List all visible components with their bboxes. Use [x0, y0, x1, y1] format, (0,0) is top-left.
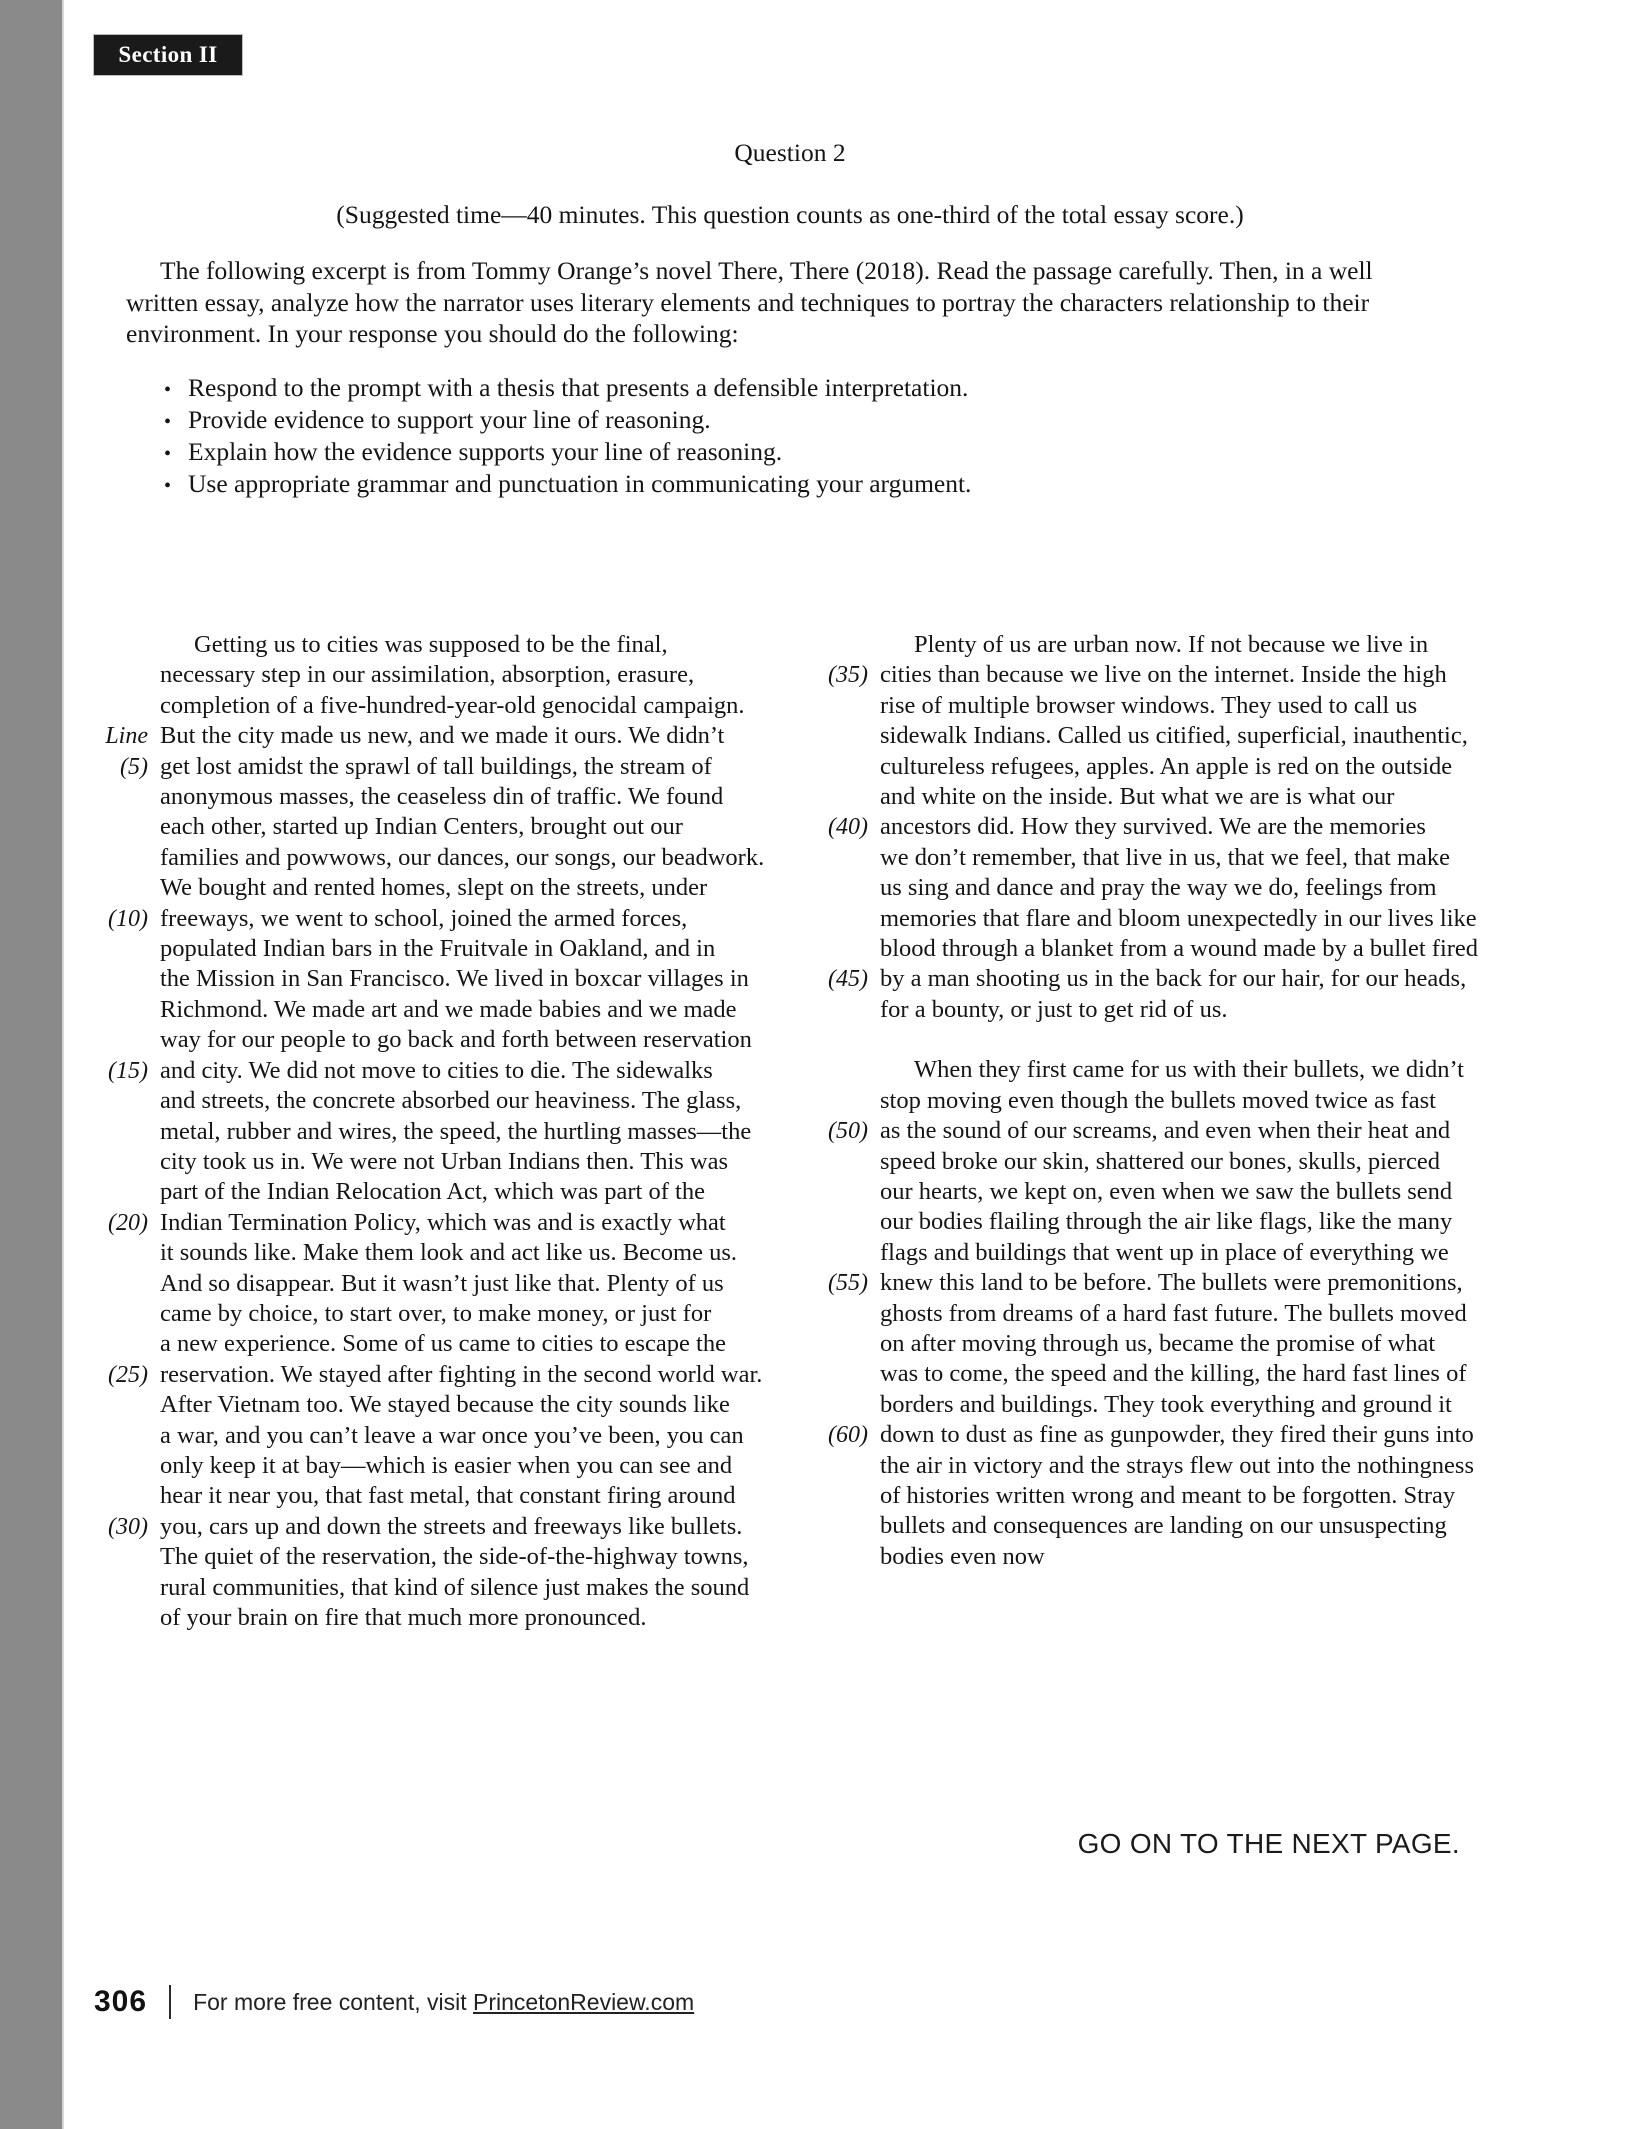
- passage-left-line: [64, 1269, 736, 1299]
- passage-line-text: necessary step in our assimilation, absorption, erasure,: [160, 661, 695, 689]
- passage-line-text: it sounds like. Make them look and act like us. Become us.: [160, 1239, 738, 1267]
- passage-left-line: [64, 1421, 744, 1451]
- footer-note-prefix: For more free content, visit: [193, 1988, 473, 2015]
- passage-left-line: [64, 721, 736, 751]
- passage-left-line: [64, 1056, 736, 1086]
- passage-right-line: [784, 1542, 1456, 1572]
- passage-line-number: (25): [108, 1361, 148, 1388]
- passage-line-text: and city. We did not move to cities to die. The sidewalks: [160, 1056, 713, 1084]
- passage-right-line: [784, 1268, 1463, 1298]
- requirement-bullet-2: [126, 405, 1444, 437]
- passage-right-line: [784, 843, 1456, 873]
- passage-line-text: memories that flare and bloom unexpectedly in our lives like: [880, 904, 1477, 932]
- passage-line-text: Indian Termination Policy, which was and is exactly what: [160, 1208, 726, 1236]
- passage-right-line: [784, 1299, 1467, 1329]
- passage-line-text: you, cars up and down the streets and freeways like bullets.: [160, 1512, 743, 1540]
- passage-right-line: [784, 964, 1467, 994]
- passage-line-text: rural communities, that kind of silence just makes the sound: [160, 1573, 750, 1601]
- passage-line-text: bodies even now: [880, 1542, 1045, 1570]
- passage-right-line: [784, 873, 1456, 903]
- requirement-bullet-label: Provide evidence to support your line of reasoning.: [188, 405, 711, 434]
- passage-right-line: [784, 1116, 1456, 1146]
- passage-right-line: [784, 1420, 1474, 1450]
- passage-line-text: way for our people to go back and forth between reservation: [160, 1026, 752, 1054]
- passage-left-line: [64, 1542, 749, 1572]
- passage-line-text: rise of multiple browser windows. They used to call us: [880, 691, 1418, 719]
- passage-right-line: [784, 1359, 1467, 1389]
- passage-column-right: [784, 630, 1479, 1633]
- passage-line-text: cities than because we live on the internet. Inside the high: [880, 661, 1447, 689]
- passage-line-text: When they first came for us with their bullets, we didn’t: [914, 1056, 1464, 1084]
- prompt-intro-text: The following excerpt is from Tommy Orange’s novel There, There (2018). Read the passage carefully. Then, in a well written essay, analyze how the narrator uses literary elements and techniques to portray the characters relationship to their environment. In your response you should do the following:: [126, 256, 1373, 348]
- footer-note: [193, 1989, 694, 2016]
- passage-line-text: of your brain on fire that much more pronounced.: [160, 1604, 647, 1631]
- passage-column-left: [64, 630, 765, 1633]
- bullet-dot-icon: •: [164, 379, 172, 401]
- passage-line-text: and streets, the concrete absorbed our heaviness. The glass,: [160, 1087, 742, 1115]
- passage-line-text: flags and buildings that went up in place of everything we: [880, 1238, 1449, 1266]
- passage-right-line: [784, 752, 1456, 782]
- passage-line-number: (40): [828, 814, 868, 841]
- passage-line-text: completion of a five-hundred-year-old genocidal campaign.: [160, 691, 745, 719]
- bullet-dot-icon: •: [164, 443, 172, 465]
- passage-line-text: us sing and dance and pray the way we do, feelings from: [880, 874, 1437, 902]
- requirements-bullet-list: [126, 373, 1444, 501]
- requirement-bullet-3: [126, 437, 1444, 469]
- passage-right-line: [784, 782, 1456, 812]
- passage-right-line: [784, 691, 1456, 721]
- passage-line-text: borders and buildings. They took everything and ground it: [880, 1390, 1452, 1418]
- passage-line-text: The quiet of the reservation, the side-of-the-highway towns,: [160, 1543, 749, 1571]
- passage-line-text: the Mission in San Francisco. We lived in boxcar villages in: [160, 965, 749, 993]
- bullet-dot-icon: •: [164, 475, 172, 497]
- passage-line-text: a war, and you can’t leave a war once you’ve been, you can: [160, 1421, 744, 1449]
- page-footer: [94, 1985, 694, 2019]
- passage-right-line: [784, 1147, 1456, 1177]
- passage-line-text: ghosts from dreams of a hard fast future. The bullets moved: [880, 1299, 1467, 1327]
- passage-line-text: Richmond. We made art and we made babies and we made: [160, 995, 737, 1023]
- section-badge: Section II: [94, 35, 242, 75]
- passage-line-text: part of the Indian Relocation Act, which was part of the: [160, 1178, 705, 1206]
- passage-line-text: sidewalk Indians. Called us citified, superficial, inauthentic,: [880, 722, 1468, 750]
- footer-link-princetonreview[interactable]: PrincetonReview.com: [473, 1988, 695, 2015]
- passage-left-line: [64, 873, 736, 903]
- passage-line-text: our bodies flailing through the air like flags, like the many: [880, 1208, 1453, 1236]
- go-on-next-page-notice: GO ON TO THE NEXT PAGE.: [1077, 1828, 1460, 1859]
- passage-right-line: [784, 1055, 1464, 1085]
- passage-line-number: (45): [828, 966, 868, 993]
- passage-line-text: ancestors did. How they survived. We are the memories: [880, 813, 1426, 841]
- passage-right-line: [784, 1390, 1456, 1420]
- passage-line-number: (20): [108, 1209, 148, 1236]
- passage-left-line: [64, 630, 736, 660]
- passage-line-number: (15): [108, 1057, 148, 1084]
- passage-left-line: [64, 1329, 736, 1359]
- passage-right-line: [784, 1238, 1456, 1268]
- passage-left-line: [64, 782, 736, 812]
- passage-line-text: populated Indian bars in the Fruitvale in Oakland, and in: [160, 935, 716, 963]
- passage-left-line: [64, 1481, 736, 1511]
- passage-line-text: stop moving even though the bullets moved twice as fast: [880, 1086, 1436, 1114]
- passage-left-line: [64, 691, 745, 721]
- question-title: Question 2: [734, 138, 846, 167]
- requirement-bullet-label: Use appropriate grammar and punctuation in communicating your argument.: [188, 469, 972, 498]
- passage-right-line: [784, 1481, 1456, 1511]
- passage-line-text: by a man shooting us in the back for our hair, for our heads,: [880, 965, 1467, 993]
- passage-left-line: [64, 843, 765, 873]
- passage-right-line: [784, 660, 1456, 690]
- passage-line-number: (5): [120, 753, 148, 780]
- passage-line-text: a new experience. Some of us came to cities to escape the: [160, 1330, 726, 1358]
- requirement-bullet-label: Explain how the evidence supports your line of reasoning.: [188, 437, 783, 466]
- passage-left-line: [64, 1573, 750, 1603]
- passage-left-line: [64, 1117, 752, 1147]
- passage-left-line: [64, 660, 736, 690]
- passage-line-text: blood through a blanket from a wound made by a bullet fired: [880, 935, 1479, 963]
- paragraph-spacer: [784, 1025, 1456, 1055]
- passage-line-text: only keep it at bay—which is easier when you can see and: [160, 1451, 733, 1479]
- passage-line-text: reservation. We stayed after fighting in the second world war.: [160, 1360, 763, 1388]
- passage-line-text: Getting us to cities was supposed to be the final,: [194, 631, 668, 658]
- requirement-bullet-label: Respond to the prompt with a thesis that presents a defensible interpretation.: [188, 373, 969, 402]
- passage-line-text: freeways, we went to school, joined the armed forces,: [160, 904, 688, 932]
- passage-left-line: [64, 904, 736, 934]
- passage-left-line: [64, 1238, 736, 1268]
- prompt-intro-paragraph: [126, 255, 1444, 350]
- passage-line-number: (55): [828, 1270, 868, 1297]
- passage-right-line: [784, 1086, 1456, 1116]
- passage-line-text: on after moving through us, became the promise of what: [880, 1329, 1436, 1357]
- passage-line-text: knew this land to be before. The bullets were premonitions,: [880, 1269, 1463, 1297]
- passage-line-number: (10): [108, 905, 148, 932]
- passage-left-line: [64, 1177, 736, 1207]
- passage-line-text: as the sound of our screams, and even when their heat and: [880, 1117, 1451, 1145]
- passage-line-text: Plenty of us are urban now. If not because we live in: [914, 631, 1429, 658]
- passage-left-line: [64, 934, 736, 964]
- passage-right-line: [784, 904, 1477, 934]
- passage-left-line: [64, 1451, 736, 1481]
- footer-divider: [169, 1985, 171, 2019]
- passage-right-line: [784, 1451, 1475, 1481]
- passage-line-text: for a bounty, or just to get rid of us.: [880, 995, 1228, 1023]
- passage-line-number: (60): [828, 1422, 868, 1449]
- passage-left-line: [64, 812, 736, 842]
- passage-right-line: [784, 1511, 1456, 1541]
- passage-line-text: we don’t remember, that live in us, that we feel, that make: [880, 843, 1451, 871]
- passage-line-text: But the city made us new, and we made it ours. We didn’t: [160, 722, 725, 750]
- passage-line-text: bullets and consequences are landing on our unsuspecting: [880, 1512, 1447, 1540]
- passage-right-line: [784, 1207, 1456, 1237]
- passage-line-number: (35): [828, 662, 868, 689]
- passage-line-text: each other, started up Indian Centers, brought out our: [160, 813, 683, 841]
- passage-line-text: metal, rubber and wires, the speed, the hurtling masses—the: [160, 1117, 752, 1145]
- passage-right-line: [784, 934, 1479, 964]
- passage-line-number: Line: [105, 723, 148, 750]
- passage-line-text: And so disappear. But it wasn’t just like that. Plenty of us: [160, 1269, 724, 1297]
- passage-line-text: anonymous masses, the ceaseless din of traffic. We found: [160, 783, 724, 811]
- passage-left-line: [64, 1603, 736, 1633]
- passage-line-text: and white on the inside. But what we are is what our: [880, 783, 1395, 811]
- passage-line-text: the air in victory and the strays flew out into the nothingness: [880, 1451, 1475, 1479]
- passage-right-line: [784, 812, 1456, 842]
- passage-right-line: [784, 721, 1468, 751]
- passage-right-line: [784, 995, 1456, 1025]
- passage-line-text: came by choice, to start over, to make money, or just for: [160, 1299, 712, 1327]
- passage-line-text: was to come, the speed and the killing, the hard fast lines of: [880, 1360, 1467, 1388]
- passage-line-text: down to dust as fine as gunpowder, they fired their guns into: [880, 1421, 1474, 1449]
- passage-left-line: [64, 1390, 736, 1420]
- passage-left-line: [64, 995, 736, 1025]
- passage-left-line: [64, 1025, 752, 1055]
- passage-line-text: city took us in. We were not Urban Indians then. This was: [160, 1147, 729, 1175]
- passage-right-line: [784, 1329, 1456, 1359]
- passage-line-text: We bought and rented homes, slept on the streets, under: [160, 874, 708, 902]
- passage-line-text: cultureless refugees, apples. An apple is red on the outside: [880, 752, 1453, 780]
- passage-line-text: our hearts, we kept on, even when we saw the bullets send: [880, 1177, 1453, 1205]
- passage-left-line: [64, 1147, 736, 1177]
- passage-left-line: [64, 1360, 763, 1390]
- passage-left-line: [64, 1086, 742, 1116]
- passage-left-line: [64, 1208, 736, 1238]
- passage-left-line: [64, 1299, 736, 1329]
- passage-line-text: get lost amidst the sprawl of tall buildings, the stream of: [160, 752, 712, 780]
- passage-two-column-layout: [64, 630, 1479, 1633]
- passage-line-text: speed broke our skin, shattered our bones, skulls, pierced: [880, 1147, 1440, 1175]
- requirement-bullet-4: [126, 469, 1444, 501]
- passage-line-text: of histories written wrong and meant to be forgotten. Stray: [880, 1481, 1456, 1509]
- passage-line-number: (50): [828, 1118, 868, 1145]
- passage-left-line: [64, 1512, 743, 1542]
- passage-left-line: [64, 964, 749, 994]
- requirement-bullet-1: [126, 373, 1444, 405]
- footer-page-number: 306: [94, 1985, 148, 2018]
- passage-right-line: [784, 630, 1456, 660]
- passage-line-text: hear it near you, that fast metal, that constant firing around: [160, 1482, 736, 1510]
- suggested-time-note: (Suggested time—40 minutes. This question counts as one-third of the total essay score.): [336, 200, 1244, 229]
- passage-line-text: families and powwows, our dances, our songs, our beadwork.: [160, 843, 765, 871]
- bullet-dot-icon: •: [164, 411, 172, 433]
- passage-right-line: [784, 1177, 1456, 1207]
- passage-line-number: (30): [108, 1513, 148, 1540]
- passage-line-text: After Vietnam too. We stayed because the city sounds like: [160, 1391, 730, 1419]
- passage-left-line: [64, 752, 736, 782]
- left-gray-margin-bar: [0, 0, 62, 2129]
